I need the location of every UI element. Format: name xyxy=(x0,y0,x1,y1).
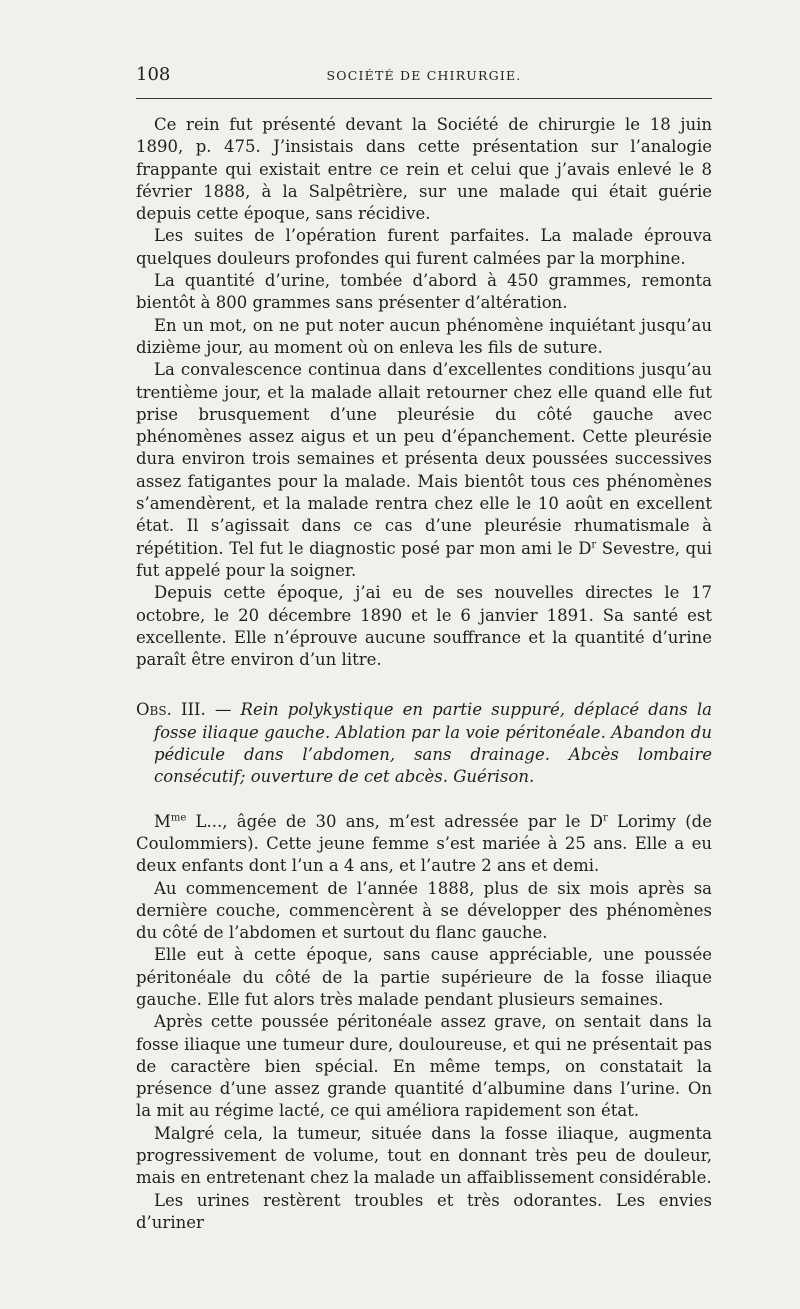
page-body xyxy=(136,114,712,1234)
paragraph: Depuis cette époque, j’ai eu de ses nouvelles directes le 17 octobre, le 20 décembre 1890 et le 6 janvier 1891. Sa santé est excellente. Elle n’éprouve aucune souffrance et la quantité d’urine paraît être environ d’un litre. xyxy=(136,583,712,670)
observation-heading xyxy=(136,699,712,788)
page-number: 108 xyxy=(136,64,171,85)
observation-title: Rein polykystique en partie suppuré, déplacé dans la fosse iliaque gauche. Ablation par la voie péritonéale. Abandon du pédicule dans l’abdomen, sans drainage. Abcès lombaire consécutif; ouverture de cet abcès. Guérison. xyxy=(154,700,712,787)
paragraph: Ce rein fut présenté devant la Société de chirurgie le 18 juin 1890, p. 475. J’insistais dans cette présentation sur l’analogie frappante qui existait entre ce rein et celui que j’avais enlevé le 8 février 1888, à la Salpêtrière, sur une malade qui était guérie depuis cette époque, sans récidive. xyxy=(136,115,712,224)
doctor-abbrev-sup: r xyxy=(602,812,608,824)
paragraph-text: Lorimy (de Coulommiers). Cette jeune femme s’est mariée à 25 ans. Elle a eu deux enfants dont l’un a 4 ans, et l’autre 2 ans et demi. xyxy=(136,811,712,876)
paragraph-text: Sevestre, qui fut appelé pour la soigner. xyxy=(136,538,713,580)
page-header xyxy=(136,64,712,90)
paragraph: Malgré cela, la tumeur, située dans la fosse iliaque, augmenta progressivement de volume, tout en donnant très peu de douleur, mais en entretenant chez la malade un affaiblissement considérable. xyxy=(136,1123,712,1188)
paragraph xyxy=(136,359,712,582)
paragraph-text: La convalescence continua dans d’excellentes conditions jusqu’au trentième jour, et la malade allait retourner chez elle quand elle fut prise brusquement d’une pleurésie du côté gauche avec phénomènes assez aigus et un peu d’épanchement. Cette pleurésie dura environ trois semaines et présenta deux poussées successives assez fatigantes pour la malade. Mais bientôt tous ces phénomènes s’amendèrent, et la malade rentra chez elle le 10 août en excellent état. Il s’agissait dans ce cas d’une pleurésie rhumatismale à répétition. Tel fut le diagnostic posé par mon ami le xyxy=(136,360,712,558)
running-title: SOCIÉTÉ DE CHIRURGIE. xyxy=(326,68,522,83)
doctor-abbrev: D xyxy=(578,538,592,558)
paragraph: La quantité d’urine, tombée d’abord à 450 grammes, remonta bientôt à 800 grammes sans présenter d’altération. xyxy=(136,271,712,313)
paragraph xyxy=(136,811,712,878)
paragraph: Elle eut à cette époque, sans cause appréciable, une poussée péritonéale du côté de la partie supérieure de la fosse iliaque gauche. Elle fut alors très malade pendant plusieurs semaines. xyxy=(136,945,712,1009)
observation-label: Obs. III. xyxy=(136,700,206,720)
doctor-abbrev: D xyxy=(589,811,603,831)
title-abbrev: M xyxy=(154,811,171,831)
header-rule xyxy=(136,98,712,99)
title-abbrev-sup: me xyxy=(170,812,187,824)
paragraph: Au commencement de l’année 1888, plus de six mois après sa dernière couche, commencèrent à se développer des phénomènes du côté de l’abdomen et surtout du flanc gauche. xyxy=(136,878,712,943)
observation-dash: — xyxy=(205,700,241,720)
doctor-abbrev-sup: r xyxy=(591,539,597,551)
paragraph-text: L..., âgée de 30 ans, m’est adressée par le xyxy=(186,811,590,831)
paragraph: Les suites de l’opération furent parfaites. La malade éprouva quelques douleurs profondes qui furent calmées par la morphine. xyxy=(136,226,712,268)
paragraph: En un mot, on ne put noter aucun phénomène inquiétant jusqu’au dizième jour, au moment où on enleva les fils de suture. xyxy=(136,315,712,357)
paragraph: Après cette poussée péritonéale assez grave, on sentait dans la fosse iliaque une tumeur dure, douloureuse, et qui ne présentait pas de caractère bien spécial. En même temps, on constatait la présence d’une assez grande quantité d’albumine dans l’urine. On la mit au régime lacté, ce qui améliora rapidement son état. xyxy=(136,1012,712,1121)
paragraph: Les urines restèrent troubles et très odorantes. Les envies d’uriner xyxy=(136,1190,712,1232)
